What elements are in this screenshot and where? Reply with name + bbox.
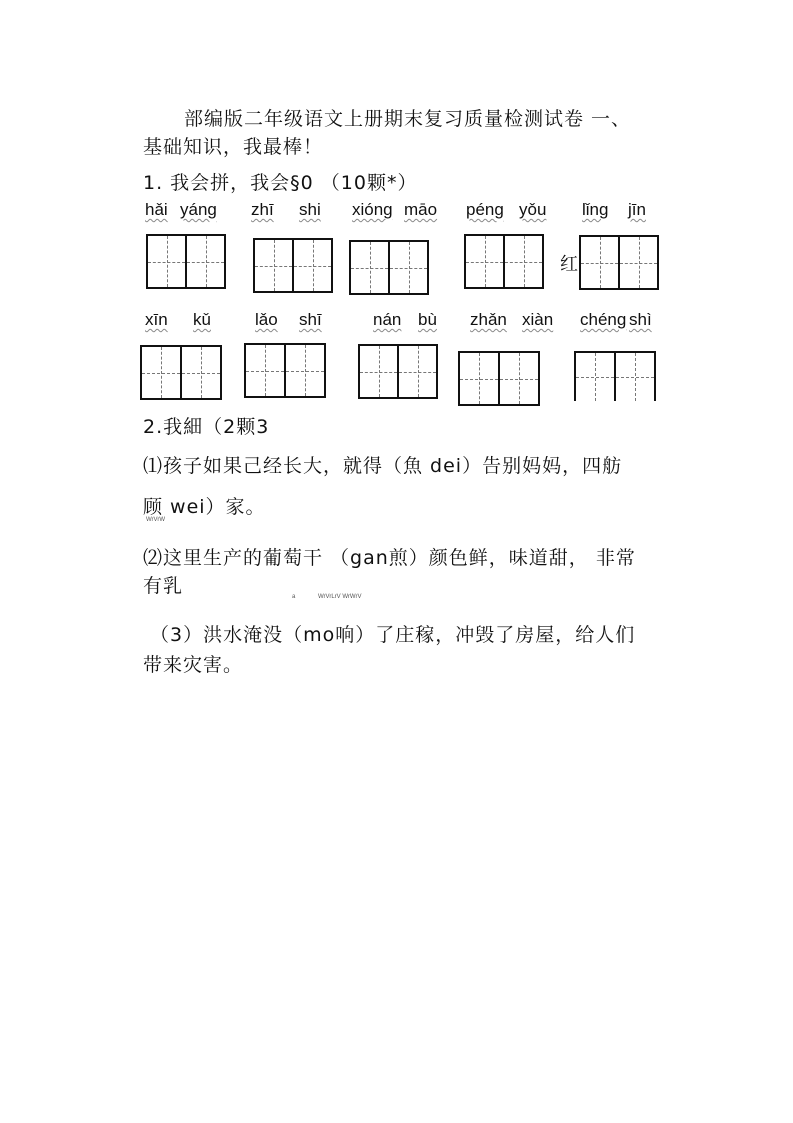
- pinyin-bu: bù: [418, 310, 437, 329]
- pinyin-jin: jīn: [628, 200, 646, 219]
- sentence-3-line1: （3）洪水淹没（mo响）了庄稼，冲毁了房屋，给人们: [150, 624, 636, 646]
- pinyin-shi-2: shī: [299, 310, 322, 329]
- pinyin-cheng: chéng: [580, 310, 627, 329]
- writing-grid-10[interactable]: [574, 351, 656, 401]
- sentence-3-line2: 带来灾害。: [143, 654, 244, 676]
- faint-mark-2: a: [292, 594, 296, 600]
- writing-grid-1[interactable]: [146, 234, 226, 289]
- pinyin-nan: nán: [373, 310, 402, 329]
- writing-grid-8[interactable]: [358, 344, 438, 399]
- pinyin-ku: kǔ: [193, 310, 211, 329]
- sentence-2-line2: 有乳: [143, 575, 184, 597]
- pinyin-lao: lǎo: [255, 310, 278, 329]
- side-character: 红: [560, 254, 578, 275]
- pinyin-ling: lǐng: [582, 200, 609, 219]
- writing-grid-2[interactable]: [253, 238, 333, 293]
- writing-grid-5[interactable]: [579, 235, 659, 290]
- pinyin-peng: péng: [466, 200, 504, 219]
- writing-grid-9[interactable]: [458, 351, 540, 406]
- pinyin-shi: shi: [299, 200, 321, 219]
- pinyin-xiong: xióng: [352, 200, 393, 219]
- pinyin-you: yǒu: [519, 200, 547, 219]
- pinyin-hai: hǎi: [145, 200, 168, 219]
- pinyin-zhi: zhī: [251, 200, 274, 219]
- pinyin-xin: xīn: [145, 310, 168, 329]
- pinyin-yang: yáng: [180, 200, 217, 219]
- sentence-1-line2: 顾 wei）家。: [143, 496, 266, 518]
- pinyin-zhan: zhǎn: [470, 310, 507, 329]
- writing-grid-4[interactable]: [464, 234, 544, 289]
- question-2-label: 2.我細（2颗3: [143, 416, 270, 438]
- pinyin-mao: māo: [404, 200, 438, 219]
- sentence-1-line1: ⑴孩子如果己经长大，就得（魚 dei）告别妈妈，四舫: [143, 455, 623, 477]
- exam-title-line2: 基础知识，我最棒！: [143, 136, 324, 158]
- sentence-2-line1: ⑵这里生产的葡萄干 （gan煎）颜色鲜，味道甜， 非常: [143, 547, 636, 569]
- pinyin-xian: xiàn: [522, 310, 554, 329]
- question-1-label: 1. 我会拼，我会§0 （10颗*）: [143, 172, 418, 194]
- writing-grid-3[interactable]: [349, 240, 429, 295]
- pinyin-shi-3: shì: [629, 310, 652, 329]
- writing-grid-6[interactable]: [140, 345, 222, 400]
- faint-mark-3: WrVrLrV WrWrV: [318, 594, 362, 600]
- exam-title-line1: 部编版二年级语文上册期末复习质量检测试卷 一、: [184, 108, 632, 130]
- faint-mark-1: WrVrW: [146, 517, 165, 523]
- writing-grid-7[interactable]: [244, 343, 326, 398]
